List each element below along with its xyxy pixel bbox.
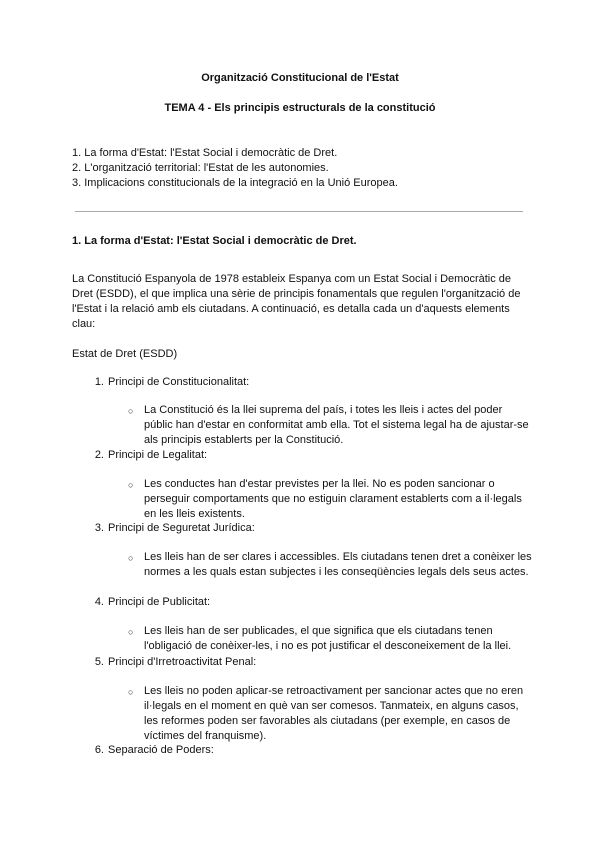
document-title: Organització Constitucional de l'Estat [201, 72, 399, 84]
hollow-bullet-icon: ○ [128, 480, 134, 490]
principle-detail: Les conductes han d'estar previstes per la llei. No es poden sancionar o perseguir comportaments que no estiguin clarament establerts com a il·legals en les lleis existents. [144, 478, 522, 520]
principle-detail: Les lleis no poden aplicar-se retroactivament per sancionar actes que no eren il·legals en el moment en què van ser comesos. Tanmateix, en alguns casos, les reformes poden ser favorables als ciutadans (per exemple, en casos de víctimes del franquisme). [144, 685, 524, 742]
item-number: 6. [94, 744, 104, 756]
toc-item: 3. Implicacions constitucionals de la integració en la Unió Europea. [72, 177, 398, 189]
section-subheading: Estat de Dret (ESDD) [72, 348, 178, 360]
item-number: 3. [94, 522, 104, 534]
item-number: 1. [94, 376, 104, 388]
principle-detail: Les lleis han de ser publicades, el que significa que els ciutadans tenen l'obligació de conèixer-les, i no es pot justificar el desconeixement de la llei. [144, 625, 512, 652]
hollow-bullet-icon: ○ [128, 627, 134, 637]
principle-label: Separació de Poders: [108, 744, 214, 756]
principle-label: Principi d'Irretroactivitat Penal: [108, 656, 257, 668]
document-subtitle: TEMA 4 - Els principis estructurals de la constitució [164, 102, 436, 114]
principle-detail: Les lleis han de ser clares i accessibles. Els ciutadans tenen dret a conèixer les normes a les quals estan subjectes i les conseqüències legals dels seus actes. [144, 551, 532, 578]
principle-label: Principi de Constitucionalitat: [108, 376, 250, 388]
toc-item: 1. La forma d'Estat: l'Estat Social i democràtic de Dret. [72, 147, 338, 159]
hollow-bullet-icon: ○ [128, 553, 134, 563]
principle-label: Principi de Seguretat Jurídica: [108, 522, 255, 534]
section-heading: 1. La forma d'Estat: l'Estat Social i democràtic de Dret. [72, 235, 357, 247]
horizontal-divider [75, 211, 523, 212]
hollow-bullet-icon: ○ [128, 406, 134, 416]
principle-label: Principi de Publicitat: [108, 596, 211, 608]
intro-paragraph: La Constitució Espanyola de 1978 estableix Espanya com un Estat Social i Democràtic de Dret (ESDD), el que implica una sèrie de principis fonamentals que regulen l'organització de l'Estat i la relació amb els ciutadans. A continuació, es detalla cada un d'aquests elements clau: [72, 273, 521, 330]
item-number: 5. [94, 656, 104, 668]
toc-item: 2. L'organització territorial: l'Estat de les autonomies. [72, 162, 329, 174]
item-number: 4. [94, 596, 104, 608]
principle-label: Principi de Legalitat: [108, 449, 208, 461]
hollow-bullet-icon: ○ [128, 687, 134, 697]
principle-detail: La Constitució és la llei suprema del país, i totes les lleis i actes del poder públic han d'estar en conformitat amb ella. Tot el sistema legal ha de ajustar-se als principis establerts per la Constitució. [144, 404, 529, 446]
item-number: 2. [94, 449, 104, 461]
